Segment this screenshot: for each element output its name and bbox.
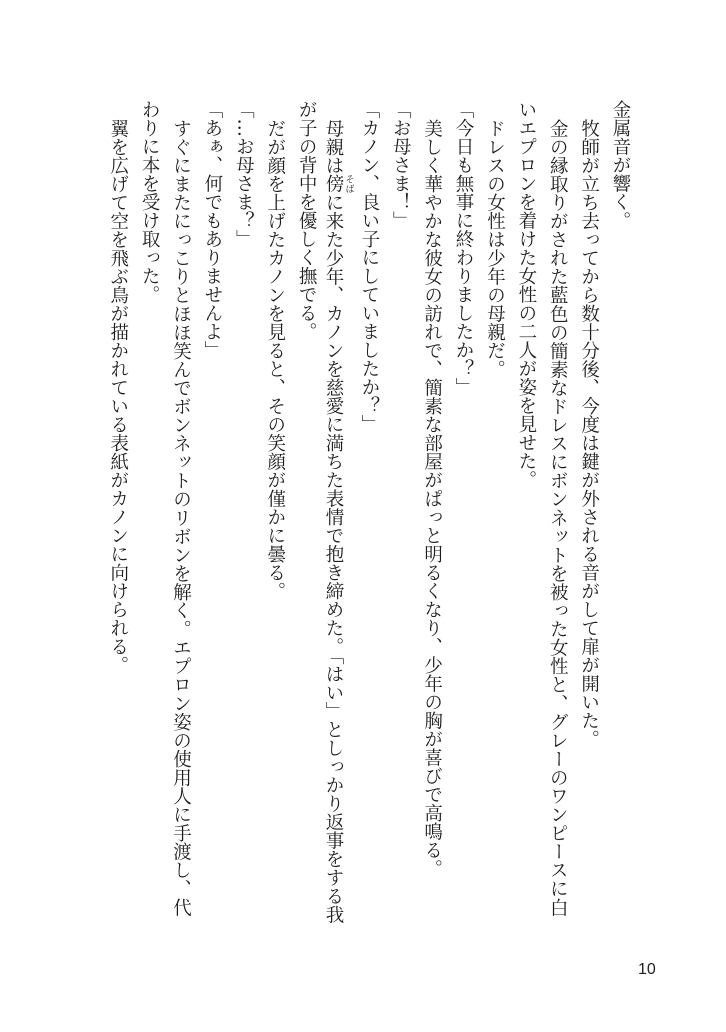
text-column [322,100,354,924]
text-column: わりに本を受け取った。 [139,100,161,304]
text-column: だが顔を上げたカノンを見ると、その笑顔が僅かに曇る。 [264,118,286,600]
text-column: 牧師が立ち去ってから数十分後、今度は鍵が外される音がして扉が開いた。 [578,118,600,748]
text-column: 美しく華やかな彼女の訪れで、簡素な部屋がぱっと明るくなり、少年の胸が喜びで高鳴る。 [421,118,443,877]
dialogue-column: 「お母さま！」 [390,100,412,230]
dialogue-column: 「今日も無事に終わりましたか？」 [453,100,475,396]
dialogue-column: 「あぁ、何でもありませんよ」 [201,100,223,359]
ruby-annotation [322,174,354,193]
text-segment: に来た少年、カノンを慈愛に満ちた表情で抱き締めた。「はい」としっかり返事をする我 [322,192,344,924]
text-column: すぐにまたにっこりとほほ笑んでボンネットのリボンを解く。エプロン姿の使用人に手渡し、代 [170,118,192,916]
text-column: ドレスの女性は少年の母親だ。 [484,118,506,378]
text-column: いエプロンを着けた女性の二人が姿を見せた。 [515,100,537,489]
text-column: 翼を広げて空を飛ぶ鳥が描かれている表紙がカノンに向けられる。 [107,118,129,674]
dialogue-column: 「カノン、良い子にしていましたか？」 [358,100,380,433]
body-text [102,100,636,924]
text-column: 金の縁取りがされた藍色の簡素なドレスにボンネットを被った女性と、グレーのワンピースに白 [547,118,569,916]
dialogue-column: 「…お母さま？」 [233,100,255,248]
page-number: 10 [638,961,656,978]
text-column: が子の背中を優しく撫でる。 [296,100,318,341]
text-column: 金属音が響く。 [610,100,631,230]
ruby-base: 傍 [322,174,344,193]
text-segment: 母親は [322,118,344,174]
ruby-reading: そば [343,174,354,193]
